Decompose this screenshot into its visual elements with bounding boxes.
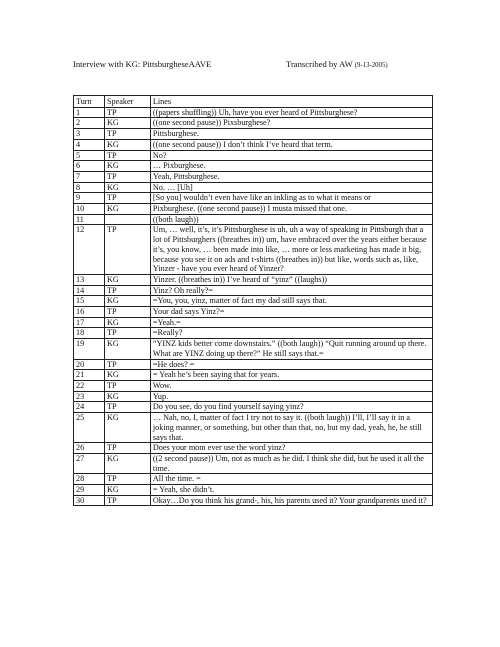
table-row <box>74 285 433 296</box>
table-row <box>74 370 433 381</box>
line-cell: … Pixburghese. <box>150 161 432 172</box>
speaker-cell: TP <box>104 107 150 118</box>
turn-cell: 27 <box>74 453 105 473</box>
speaker-cell: KG <box>104 139 150 150</box>
line-cell: Pixburghese. ((one second pause)) I musta missed that one. <box>150 204 432 215</box>
turn-cell: 1 <box>74 107 105 118</box>
turn-cell: 17 <box>74 317 105 328</box>
table-row <box>74 307 433 318</box>
speaker-cell: TP <box>104 171 150 182</box>
speaker-cell: KG <box>104 317 150 328</box>
line-cell: =Really? <box>150 328 432 339</box>
turn-cell: 29 <box>74 485 105 496</box>
speaker-cell: KG <box>104 485 150 496</box>
line-cell: ((one second pause)) I don’t think I’ve heard that term. <box>150 139 432 150</box>
turn-cell: 14 <box>74 285 105 296</box>
table-row <box>74 193 433 204</box>
line-cell: Yeah, Pittsburghese. <box>150 171 432 182</box>
line-cell: Does your mom ever use the word yinz? <box>150 443 432 454</box>
table-row <box>74 204 433 215</box>
line-cell: =He does? = <box>150 359 432 370</box>
line-cell: Yinzer. ((breathes in)) I’ve heard of “yinz” ((laughs)) <box>150 274 432 285</box>
transcript-table <box>73 95 433 506</box>
speaker-cell: TP <box>104 359 150 370</box>
table-row <box>74 453 433 473</box>
table-row <box>74 380 433 391</box>
line-cell: ((papers shuffling)) Uh, have you ever heard of Pittsburghese? <box>150 107 432 118</box>
turn-cell: 23 <box>74 391 105 402</box>
speaker-cell: KG <box>104 118 150 129</box>
speaker-cell: KG <box>104 161 150 172</box>
transcriber-name: Transcribed by AW <box>286 59 353 69</box>
turn-cell: 20 <box>74 359 105 370</box>
turn-cell: 15 <box>74 296 105 307</box>
table-row <box>74 402 433 413</box>
line-cell: Do you see, do you find yourself saying yinz? <box>150 402 432 413</box>
line-cell: =You, you, yinz, matter of fact my dad still says that. <box>150 296 432 307</box>
line-cell: ((one second pause)) Pixsburghese? <box>150 118 432 129</box>
line-cell: Yup. <box>150 391 432 402</box>
speaker-cell: KG <box>104 274 150 285</box>
line-cell: = Yeah, she didn’t. <box>150 485 432 496</box>
speaker-cell: TP <box>104 150 150 161</box>
turn-cell: 18 <box>74 328 105 339</box>
speaker-cell: KG <box>104 296 150 307</box>
speaker-cell: TP <box>104 193 150 204</box>
table-row <box>74 150 433 161</box>
table-row <box>74 274 433 285</box>
line-cell: … Nah, no, I, matter of fact I try not to say it. ((both laugh)) I’ll, I’ll say it in a joking manner, or something, but other than that, no, but my dad, yeah, he, he still says that. <box>150 413 432 443</box>
turn-cell: 19 <box>74 339 105 359</box>
interview-title: Interview with KG: PittsburgheseAAVE <box>73 59 212 69</box>
speaker-cell: TP <box>104 495 150 506</box>
line-cell: Pittsburghese. <box>150 129 432 140</box>
line-cell: [So you] wouldn’t even have like an inkling as to what it means or <box>150 193 432 204</box>
line-cell: = Yeah he’s been saying that for years. <box>150 370 432 381</box>
speaker-cell: KG <box>104 413 150 443</box>
turn-cell: 11 <box>74 214 105 225</box>
line-cell: Your dad says Yinz?= <box>150 307 432 318</box>
turn-cell: 2 <box>74 118 105 129</box>
table-row <box>74 225 433 275</box>
column-header-speaker: Speaker <box>104 96 150 108</box>
speaker-cell <box>104 214 150 225</box>
table-row <box>74 391 433 402</box>
speaker-cell: KG <box>104 370 150 381</box>
table-row <box>74 474 433 485</box>
line-cell: No. … [Uh] <box>150 182 432 193</box>
turn-cell: 16 <box>74 307 105 318</box>
line-cell: =Yeah.= <box>150 317 432 328</box>
speaker-cell: TP <box>104 328 150 339</box>
turn-cell: 13 <box>74 274 105 285</box>
turn-cell: 5 <box>74 150 105 161</box>
speaker-cell: KG <box>104 182 150 193</box>
table-row <box>74 495 433 506</box>
line-cell: All the time. = <box>150 474 432 485</box>
turn-cell: 10 <box>74 204 105 215</box>
table-row <box>74 171 433 182</box>
table-row <box>74 182 433 193</box>
turn-cell: 7 <box>74 171 105 182</box>
speaker-cell: KG <box>104 204 150 215</box>
turn-cell: 9 <box>74 193 105 204</box>
speaker-cell: TP <box>104 402 150 413</box>
speaker-cell: KG <box>104 453 150 473</box>
table-row <box>74 161 433 172</box>
turn-cell: 22 <box>74 380 105 391</box>
header-row <box>74 96 433 108</box>
line-cell: ((both laugh)) <box>150 214 432 225</box>
line-cell: No? <box>150 150 432 161</box>
table-row <box>74 317 433 328</box>
table-row <box>74 339 433 359</box>
speaker-cell: TP <box>104 307 150 318</box>
turn-cell: 25 <box>74 413 105 443</box>
table-row <box>74 129 433 140</box>
table-row <box>74 214 433 225</box>
line-cell: Um, … well, it’s, it’s Pittsburghese is uh, uh a way of speaking in Pittsburgh that a lot of Pittsburghers ((breathes in)) um, have embraced over the years either because it’s, you know, … been made into like, … more or less marketing has made it big, because you see it on ads and t-shirts ((breathes in)) but like, words such as, like, Yinzer - have you ever heard of Yinzer? <box>150 225 432 275</box>
turn-cell: 30 <box>74 495 105 506</box>
table-row <box>74 107 433 118</box>
turn-cell: 26 <box>74 443 105 454</box>
speaker-cell: TP <box>104 225 150 275</box>
table-row <box>74 485 433 496</box>
turn-cell: 3 <box>74 129 105 140</box>
turn-cell: 21 <box>74 370 105 381</box>
speaker-cell: TP <box>104 285 150 296</box>
table-row <box>74 359 433 370</box>
transcriber-info <box>286 59 388 69</box>
turn-cell: 6 <box>74 161 105 172</box>
line-cell: Wow. <box>150 380 432 391</box>
table-row <box>74 328 433 339</box>
table-row <box>74 443 433 454</box>
line-cell: Yinz? Oh really?= <box>150 285 432 296</box>
column-header-lines: Lines <box>150 96 432 108</box>
table-row <box>74 118 433 129</box>
speaker-cell: TP <box>104 129 150 140</box>
speaker-cell: KG <box>104 339 150 359</box>
turn-cell: 24 <box>74 402 105 413</box>
table-row <box>74 413 433 443</box>
turn-cell: 28 <box>74 474 105 485</box>
turn-cell: 8 <box>74 182 105 193</box>
line-cell: “YINZ kids better come downstairs.” ((both laugh)) “Quit running around up there. What are YINZ doing up there?” He still says that.= <box>150 339 432 359</box>
speaker-cell: TP <box>104 380 150 391</box>
turn-cell: 4 <box>74 139 105 150</box>
speaker-cell: TP <box>104 474 150 485</box>
column-header-turn: Turn <box>74 96 105 108</box>
speaker-cell: TP <box>104 443 150 454</box>
turn-cell: 12 <box>74 225 105 275</box>
table-row <box>74 139 433 150</box>
line-cell: ((2 second pause)) Um, not as much as he did. I think she did, but he used it all the time. <box>150 453 432 473</box>
speaker-cell: KG <box>104 391 150 402</box>
transcription-date: (9-13-2005) <box>354 62 388 69</box>
line-cell: Okay…Do you think his grand-, his, his parents used it? Your grandparents used it? <box>150 495 432 506</box>
table-row <box>74 296 433 307</box>
